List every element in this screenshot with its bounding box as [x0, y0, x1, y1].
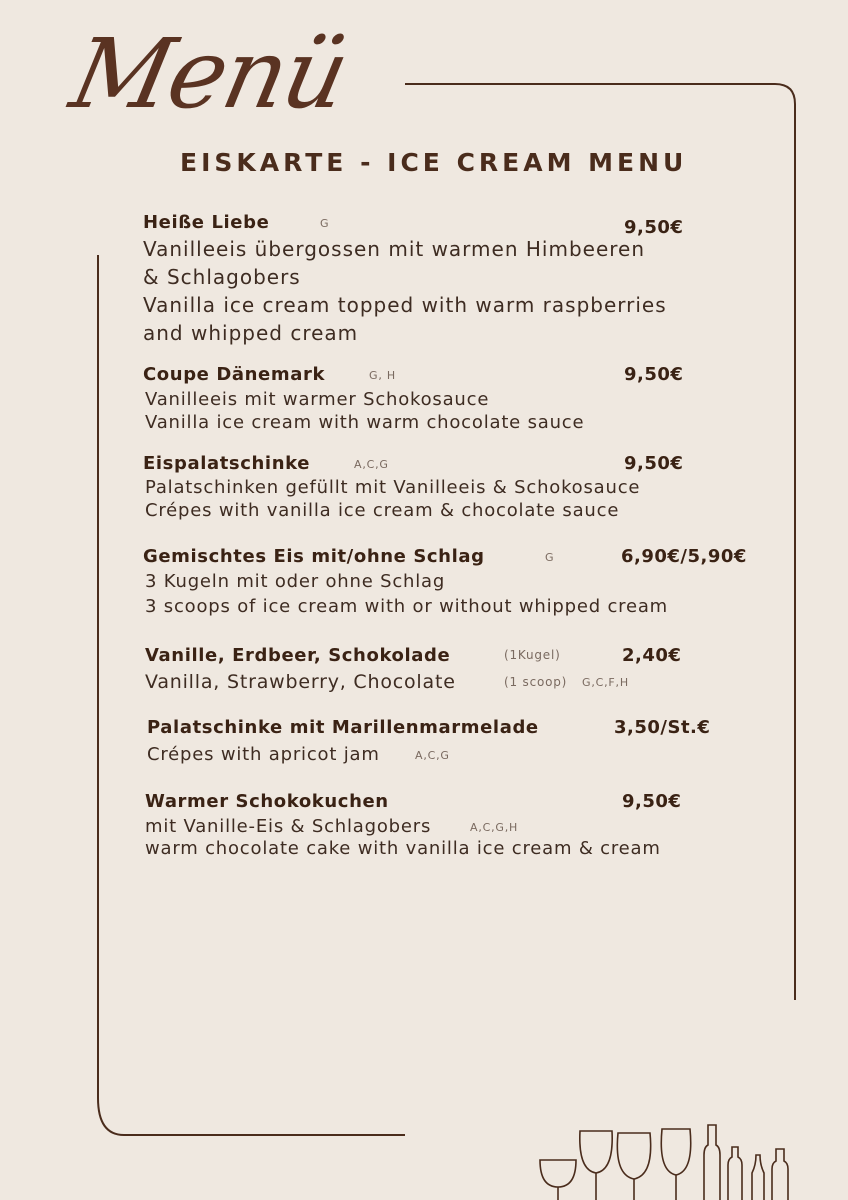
allergen-tags: A,C,G: [415, 749, 450, 762]
description-line: Crépes with apricot jam: [147, 744, 380, 765]
description-line: 3 Kugeln mit oder ohne Schlag: [145, 571, 446, 592]
allergen-tags: A,C,G: [354, 458, 389, 471]
description-line: & Schlagobers: [143, 265, 301, 289]
item-name-eispalatschinke: Eispalatschinke: [143, 453, 311, 474]
item-price: 9,50€: [622, 791, 682, 812]
item-description: [145, 476, 640, 522]
item-name-palatschinke-marillenmarmelade: Palatschinke mit Marillenmarmelade: [147, 717, 539, 738]
item-name-coupe-daenemark: Coupe Dänemark: [143, 364, 326, 385]
item-price: 9,50€: [624, 364, 684, 385]
description-line: Crépes with vanilla ice cream & chocolate sauce: [145, 500, 620, 521]
menu-script-title: Menü: [62, 18, 357, 130]
item-price: 2,40€: [622, 645, 682, 666]
portion-note: (1 scoop): [504, 675, 568, 689]
page-heading: EISKARTE - ICE CREAM MENU: [180, 148, 688, 177]
description-line: Vanilla ice cream with warm chocolate sauce: [145, 412, 585, 433]
description-line: and whipped cream: [143, 321, 359, 345]
item-description: [145, 569, 668, 619]
item-price: 9,50€: [624, 217, 684, 238]
description-line: Vanilleeis mit warmer Schokosauce: [145, 389, 490, 410]
description-line: mit Vanille-Eis & Schlagobers: [145, 816, 432, 837]
allergen-tags: G, H: [369, 369, 396, 382]
item-name-warmer-schokokuchen: Warmer Schokokuchen: [145, 791, 389, 812]
description-line: Vanilla ice cream topped with warm raspberries: [143, 293, 667, 317]
item-name-vanille-erdbeer-schokolade: Vanille, Erdbeer, Schokolade: [145, 645, 451, 666]
item-price: 3,50/St.€: [614, 717, 711, 738]
portion-note: (1Kugel): [504, 648, 561, 662]
description-line: warm chocolate cake with vanilla ice cream & cream: [145, 838, 661, 859]
description-line: Vanilleeis übergossen mit warmen Himbeeren: [143, 237, 646, 261]
item-description: [143, 235, 667, 347]
allergen-tags: G: [320, 217, 330, 230]
allergen-tags: G,C,F,H: [582, 676, 629, 689]
allergen-tags: A,C,G,H: [470, 821, 519, 834]
item-name-gemischtes-eis: Gemischtes Eis mit/ohne Schlag: [143, 546, 485, 567]
item-price: 9,50€: [624, 453, 684, 474]
item-name-heisse-liebe: Heiße Liebe: [143, 212, 270, 233]
description-line: 3 scoops of ice cream with or without whipped cream: [145, 596, 669, 617]
item-price: 6,90€/5,90€: [621, 546, 747, 567]
allergen-tags: G: [545, 551, 555, 564]
item-description: [145, 388, 584, 434]
description-line: Palatschinken gefüllt mit Vanilleeis & Schokosauce: [145, 477, 641, 498]
wine-glasses-bottles-icon: [530, 1115, 800, 1200]
description-line: Vanilla, Strawberry, Chocolate: [145, 671, 456, 693]
